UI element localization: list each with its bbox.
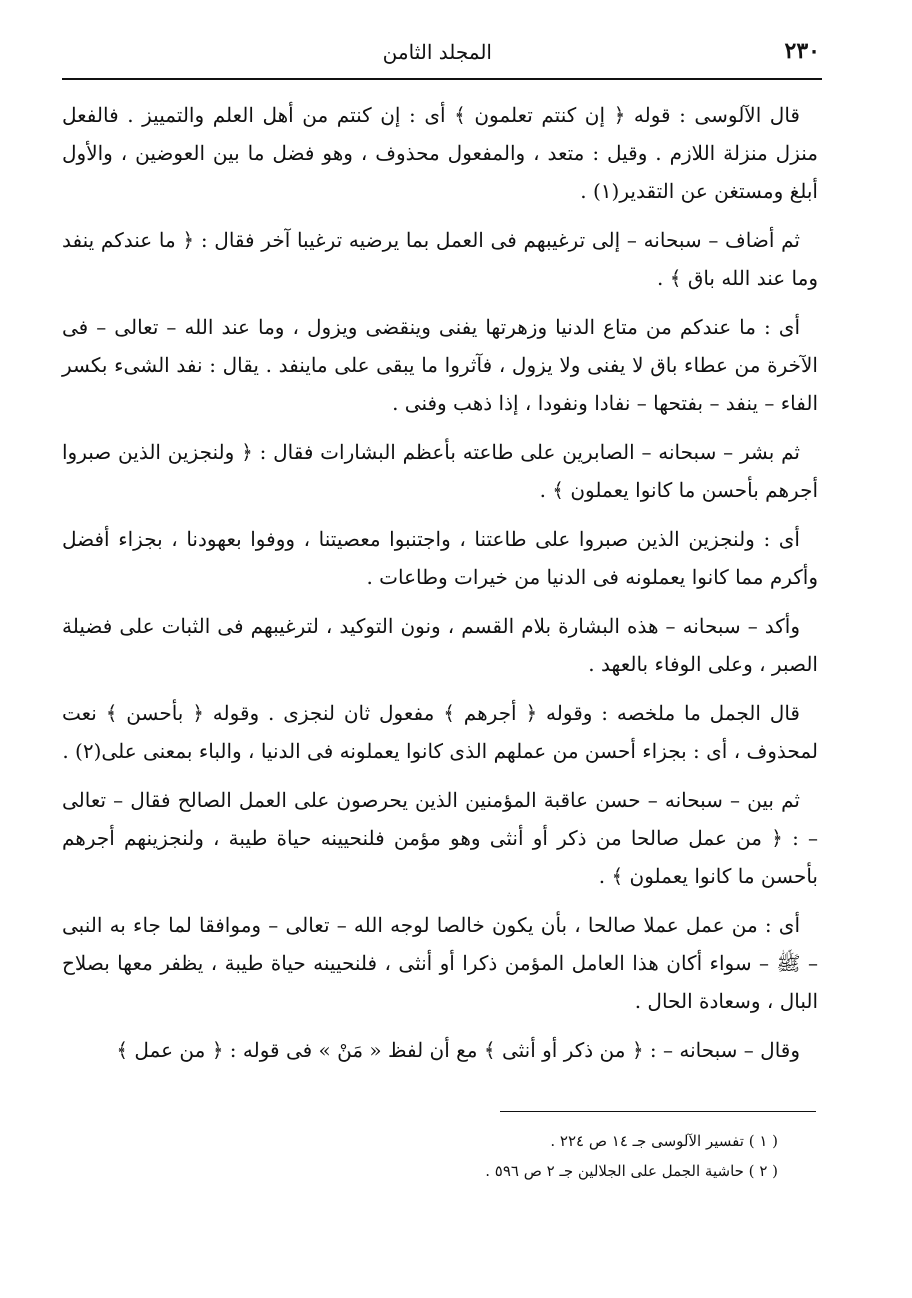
header-rule — [62, 78, 822, 80]
paragraph: أى : ما عندكم من متاع الدنيا وزهرتها يفنى وينقضى ويزول ، وما عند الله – تعالى – فى الآخرة من عطاء باق لا يفنى ولا يزول ، فآثروا ما يبقى على ماينفد . يقال : نفد الشىء بكسر الفاء – ينفد – بفتحها – نفادا ونفودا ، إذا ذهب وفنى . — [62, 315, 818, 415]
paragraph: ثم بشر – سبحانه – الصابرين على طاعته بأعظم البشارات فقال : ﴿ ولنجزين الذين صبروا أجرهم بأحسن ما كانوا يعملون ﴾ . — [62, 440, 818, 502]
footnotes — [62, 1126, 800, 1186]
footnote: ( ٢ ) حاشية الجمل على الجلالين جـ ٢ ص ٥٩٦ . — [485, 1162, 778, 1180]
page-number: ٢٣٠ — [784, 38, 820, 64]
footnote: ( ١ ) تفسير الآلوسى جـ ١٤ ص ٢٢٤ . — [550, 1132, 778, 1150]
paragraph: قال الآلوسى : قوله ﴿ إن كنتم تعلمون ﴾ أى : إن كنتم من أهل العلم والتمييز . فالفعل منزل منزلة اللازم . وقيل : متعد ، والمفعول محذوف ، وهو فضل ما بين العوضين ، والأول أبلغ ومستغن عن التقدير(١) . — [62, 103, 818, 203]
body-text — [62, 96, 818, 1080]
paragraph: وأكد – سبحانه – هذه البشارة بلام القسم ، ونون التوكيد ، لترغيبهم فى الثبات على فضيلة الصبر ، وعلى الوفاء بالعهد . — [62, 614, 818, 676]
paragraph: أى : ولنجزين الذين صبروا على طاعتنا ، واجتنبوا معصيتنا ، ووفوا بعهودنا ، بجزاء أفضل وأكرم مما كانوا يعملونه فى الدنيا من خيرات وطاعات . — [62, 527, 818, 589]
paragraph: ثم أضاف – سبحانه – إلى ترغيبهم فى العمل بما يرضيه ترغيبا آخر فقال : ﴿ ما عندكم ينفد وما عند الله باق ﴾ . — [62, 228, 818, 290]
paragraph: وقال – سبحانه – : ﴿ من ذكر أو أنثى ﴾ مع أن لفظ « مَنْ » فى قوله : ﴿ من عمل ﴾ — [116, 1038, 800, 1062]
paragraph: ثم بين – سبحانه – حسن عاقبة المؤمنين الذين يحرصون على العمل الصالح فقال – تعالى – : ﴿ من عمل صالحا من ذكر أو أنثى وهو مؤمن فلنحيينه حياة طيبة ، ولنجزينهم أجرهم بأحسن ما كانوا يعملون ﴾ . — [62, 788, 818, 888]
paragraph: قال الجمل ما ملخصه : وقوله ﴿ أجرهم ﴾ مفعول ثان لنجزى . وقوله ﴿ بأحسن ﴾ نعت لمحذوف ، أى : بجزاء أحسن من عملهم الذى كانوا يعملونه فى الدنيا ، والباء بمعنى على(٢) . — [62, 701, 818, 763]
footnote-rule — [500, 1111, 816, 1112]
page-header — [62, 38, 822, 76]
paragraph: أى : من عمل عملا صالحا ، بأن يكون خالصا لوجه الله – تعالى – وموافقا لما جاء به النبى – ﷺ – سواء أكان هذا العامل المؤمن ذكرا أو أنثى ، فلنحيينه حياة طيبة ، يظفر معها بصلاح البال ، وسعادة الحال . — [62, 913, 818, 1013]
volume-title: المجلد الثامن — [382, 40, 492, 64]
